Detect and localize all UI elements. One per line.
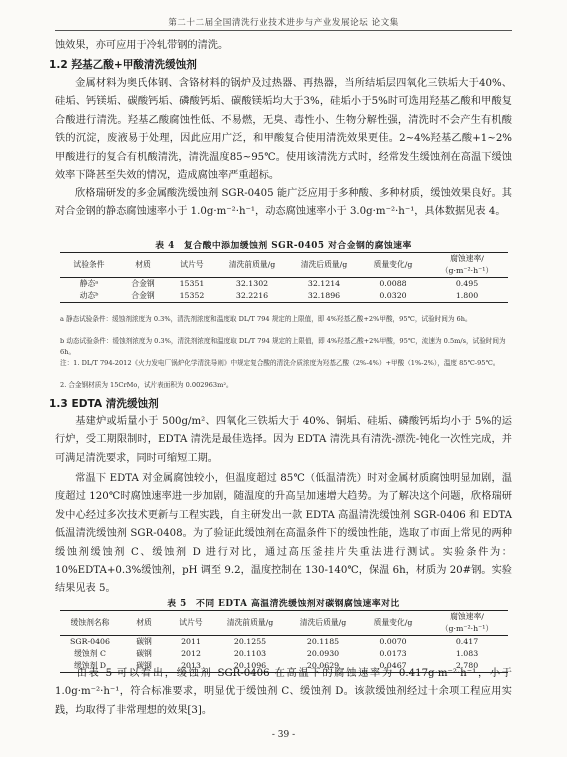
table5-header: 清洗前质量/g [226,618,274,627]
table-row [60,278,508,291]
table4-note-1: 注：1. DL/T 794-2012《火力发电厂锅炉化学清洗导则》中规定复合酸的清洗介质浓度为羟基乙酸（2%-4%）+甲酸（1%-2%），温度 85℃-95℃。 [60,359,500,367]
table-cell: 动态ᵇ [79,291,99,300]
table5-header-row [60,611,508,636]
table4-note-2: 2. 合金钢材质为 15CrMo，试片表面积为 0.002963m²。 [60,381,233,389]
table4-header: 清洗后质量/g [300,260,348,269]
table-cell: 32.1214 [307,279,341,288]
table-cell: 20.1096 [233,661,267,670]
table-cell: 2011 [181,637,201,646]
table-cell: 2013 [181,661,201,670]
table4-header: 质量变化/g [373,260,413,269]
table-row [60,636,508,649]
section-1-2-para1 [55,75,512,185]
section-1-2-para1-text: 金属材料为奥氏体钢、含铬材料的锅炉及过热器、再热器，当所结垢层四氧化三铁垢大于40%、硅垢、钙镁垢、碳酸钙垢、磷酸钙垢、碳酸镁垢均大于3%，硅垢小于5%时可选用羟基乙酸和甲酸复合酸进行清洗。羟基乙酸腐蚀性低、不易燃，无臭、毒性小、生物分解性强，清洗时不会产生有机酸铁的沉淀，废液易于处理，因此应用广泛，和甲酸复合使用清洗效果更佳。2~4%羟基乙酸+1~2%甲酸进行的复合有机酸清洗，清洗温度85~95℃。使用该清洗方式时，经常发生缓蚀剂在高温下缓蚀效率下降甚至失效的情况，造成腐蚀率严重超标。 [55,78,512,182]
section-1-3-title: 1.3 EDTA 清洗缓蚀剂 [49,398,159,410]
table5-caption: 表 5 不同 EDTA 高温清洗缓蚀剂对碳钢腐蚀速率对比 [167,599,400,609]
conclusion-para [55,665,512,720]
table-cell: 20.1103 [233,649,267,658]
table-row [60,290,508,303]
table-cell: 缓蚀剂 D [73,661,107,670]
table-cell: SGR-0406 [70,637,110,646]
table-cell: 碳钢 [136,637,152,646]
table-cell: 15351 [179,279,205,288]
table-cell: 2012 [181,649,201,658]
intro-line: 蚀效果，亦可应用于冷轧带钢的清洗。 [55,40,229,51]
table-cell: 0.0320 [379,291,407,300]
table4-header: 材质 [135,260,151,269]
table-cell: 0.0070 [379,637,407,646]
table5 [60,610,508,673]
section-1-3-para1-text: 基建炉或垢量小于 500g/m²、四氧化三铁垢大于 40%、铜垢、硅垢、磷酸钙垢均小于 5%的运行炉，受工期限制时，EDTA 清洗是最佳选择。因为 EDTA 清洗具有清洗-漂洗-钝化一次性完成，并可满足清洗要求，同时可缩短工期。 [55,416,512,464]
table-row [60,648,508,660]
table5-header: 试片号 [179,618,203,627]
table-cell: 32.1896 [307,291,341,300]
section-1-2-para2-text: 欣格瑞研发的多金属酸洗缓蚀剂 SGR-0405 能广泛应用于多种酸、多种材质，缓蚀效果良好。其对合金钢的静态腐蚀速率小于 1.0g·m⁻²·h⁻¹，动态腐蚀速率小于 3.0g·m⁻²·h⁻¹，具体数据见表 4。 [55,188,512,218]
table4-header: 清洗前质量/g [228,260,276,269]
table4-caption: 表 4 复合酸中添加缓蚀剂 SGR-0405 对合金钢的腐蚀速率 [155,241,412,251]
table5-header: 缓蚀剂名称 [70,618,110,627]
table4-header: 腐蚀速率/（g·m⁻²·h⁻¹） [440,254,494,275]
section-1-3-para1 [55,413,512,468]
table-cell: 碳钢 [136,661,152,670]
table-cell: 20.1255 [233,637,267,646]
table5-header: 质量变化/g [373,618,413,627]
running-header: 第二十二届全国清洗行业技术进步与产业发展论坛 论文集 [168,18,399,28]
table-cell: 合金钢 [131,291,155,300]
table-cell: 15352 [179,291,205,300]
table-cell: 0.0173 [379,649,407,658]
table5-header: 材质 [136,618,152,627]
table-cell: 32.2216 [235,291,269,300]
table-cell: 0.0088 [379,279,407,288]
table4-note-b: b 动态试验条件：缓蚀剂浓度为 0.3%，清洗剂浓度和温度取 DL/T 794 规定的上限值，即 4%羟基乙酸+2%甲酸，95℃，流速为 0.5m/s，试验时间为 6h。 [60,337,506,356]
table-cell: 静态ᵃ [79,279,99,288]
table-cell: 0.495 [455,279,479,288]
table-cell: 合金钢 [131,279,155,288]
table-cell: 2.780 [455,661,479,670]
table-cell: 20.0629 [306,661,340,670]
table-cell: 32.1302 [235,279,269,288]
table-cell: 缓蚀剂 C [74,649,106,658]
table4-header: 试片号 [180,260,204,269]
table4-note-a: a 静态试验条件：缓蚀剂浓度为 0.3%，清洗剂浓度和温度取 DL/T 794 规定的上限值，即 4%羟基乙酸+2%甲酸，95℃，试验时间为 6h。 [60,315,472,323]
conclusion-text: 由表 5 可以看出，缓蚀剂 SGR-0406 在高温下的腐蚀速率为 0.417g·m⁻²·h⁻¹，小于 1.0g·m⁻²·h⁻¹，符合标准要求，明显优于缓蚀剂 C、缓蚀剂 D。该款缓蚀剂经过十余项工程应用实践，均取得了非常理想的效果[3]。 [55,668,512,716]
page-number: - 39 - [271,730,296,740]
table-cell: 20.1185 [306,637,340,646]
table-cell: 碳钢 [136,649,152,658]
section-1-2-para2 [55,185,512,222]
table-cell: 0.0467 [379,661,407,670]
table4-header-row [60,253,508,278]
table-cell: 1.083 [455,649,479,658]
section-1-3-para2-text: 常温下 EDTA 对金属腐蚀较小，但温度超过 85℃（低温清洗）时对金属材质腐蚀明显加剧，温度超过 120℃时腐蚀速率进一步加剧，随温度的升高呈加速增大趋势。为了解决这个问题，欣格瑞研发中心经过多次技术更新与工程实践，自主研发出一款 EDTA 高温清洗缓蚀剂 SGR-0406 和 EDTA 低温清洗缓蚀剂 SGR-0408。为了验证此缓蚀剂在高温条件下的缓蚀性能，选取了市面上常见的两种缓蚀剂缓蚀剂 C、缓蚀剂 D 进行对比，通过高压釜挂片失重法进行测试。实验条件为：10%EDTA+0.3%缓蚀剂，pH 调至 9.2，温度控制在 130-140℃，保温 6h，材质为 20#钢。实验结果见表 5。 [55,473,512,595]
table-cell: 1.800 [455,291,479,300]
table4 [60,252,508,303]
table4-header: 试验条件 [73,260,105,269]
table5-header: 清洗后质量/g [299,618,347,627]
table-cell: 20.0930 [306,649,340,658]
section-1-3-para2 [55,470,512,599]
section-1-2-title: 1.2 羟基乙酸+甲酸清洗缓蚀剂 [49,59,197,71]
table5-header: 腐蚀速率/（g·m⁻²·h⁻¹） [440,612,494,633]
table-cell: 0.417 [455,637,479,646]
header-rule [55,30,512,31]
